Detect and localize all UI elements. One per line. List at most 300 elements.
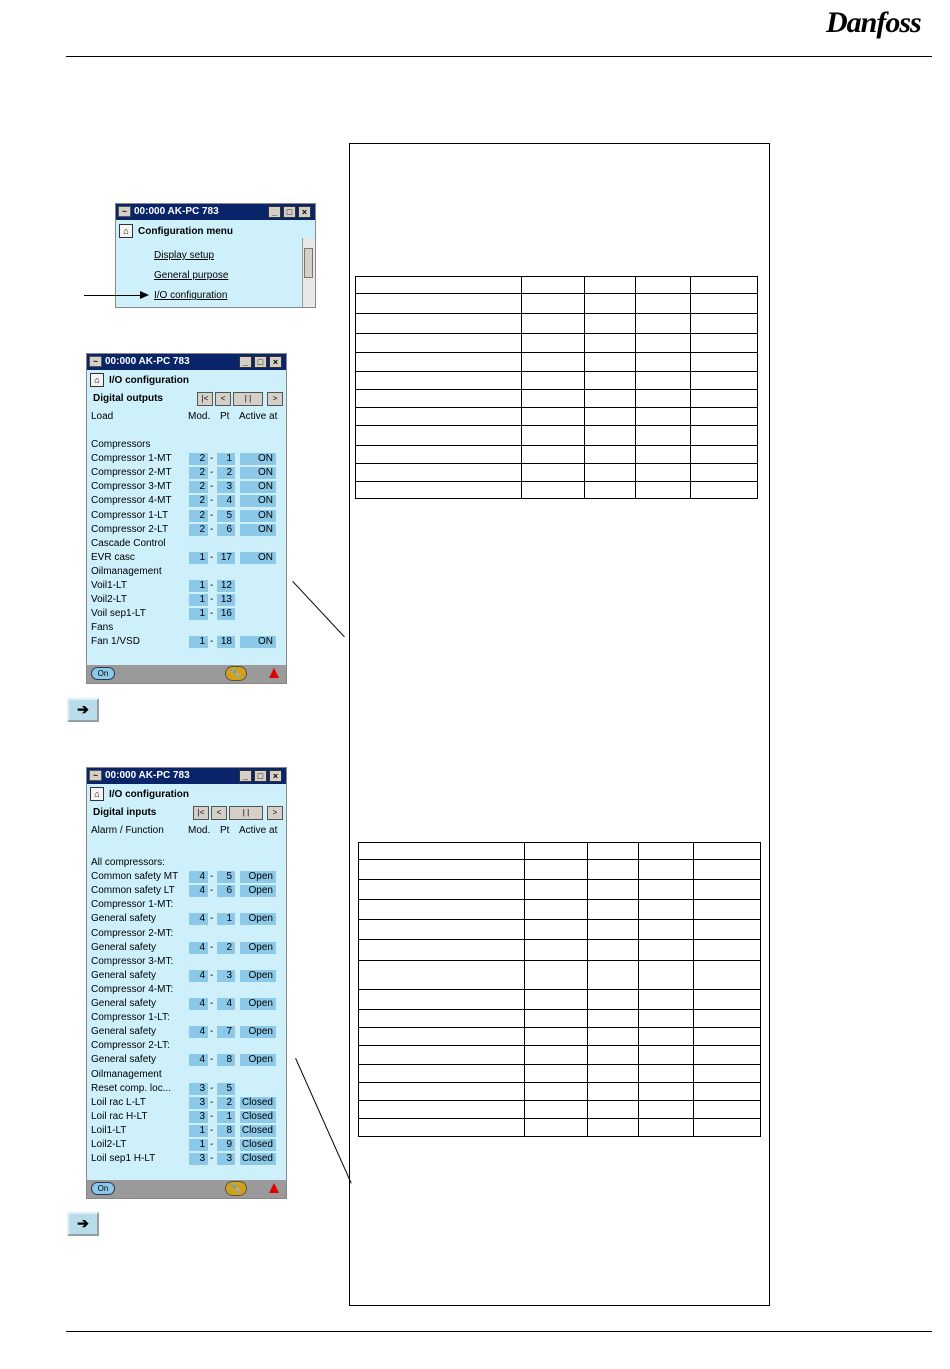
item-label: Loil1-LT	[91, 1124, 127, 1136]
module-field[interactable]: 4	[189, 871, 208, 883]
table-cell	[690, 390, 757, 408]
point-field[interactable]: 3	[217, 970, 235, 982]
table-cell	[359, 1101, 525, 1119]
item-label: EVR casc	[91, 551, 135, 563]
item-label: Compressor 2-MT:	[91, 927, 174, 939]
point-field[interactable]: 17	[217, 552, 235, 564]
list-item	[87, 1082, 286, 1096]
table-cell	[359, 880, 525, 900]
item-label: Voil sep1-LT	[91, 608, 146, 620]
table-cell	[359, 1028, 525, 1046]
item-label: Loil2-LT	[91, 1139, 127, 1150]
active-at-field[interactable]: Closed	[240, 1139, 276, 1151]
point-field[interactable]: 2	[217, 942, 235, 954]
item-label: General safety	[91, 1054, 157, 1066]
list-item	[87, 884, 286, 898]
table-cell	[693, 900, 760, 920]
table-row	[356, 353, 758, 372]
first-page-icon[interactable]: |<	[193, 806, 209, 820]
table-cell	[588, 1028, 639, 1046]
table-row	[359, 1010, 761, 1028]
point-field[interactable]: 7	[217, 1026, 235, 1038]
separator-dash: -	[210, 1054, 214, 1066]
point-field[interactable]: 3	[217, 1153, 235, 1165]
minimize-button[interactable]: _	[268, 206, 281, 218]
active-at-field[interactable]: ON	[240, 552, 276, 564]
list-item	[87, 983, 286, 997]
minimize-button[interactable]: _	[239, 770, 252, 782]
next-arrow-button[interactable]: ➔	[67, 1212, 99, 1236]
table-row	[359, 1028, 761, 1046]
first-page-icon[interactable]: |<	[197, 392, 213, 406]
active-at-field[interactable]: Open	[240, 1026, 276, 1038]
table-cell	[693, 1028, 760, 1046]
module-field[interactable]: 1	[189, 580, 208, 592]
table-cell	[585, 446, 636, 464]
table-cell	[521, 482, 584, 499]
close-button[interactable]: ×	[269, 356, 282, 368]
table-cell	[359, 961, 525, 990]
table-row	[356, 314, 758, 334]
close-button[interactable]: ×	[269, 770, 282, 782]
table-cell	[521, 294, 584, 314]
home-icon[interactable]: ⌂	[119, 224, 133, 238]
prev-page-icon[interactable]: <	[211, 806, 227, 820]
item-label: General safety	[91, 969, 157, 981]
list-item	[87, 537, 286, 551]
point-field[interactable]: 1	[217, 453, 235, 465]
separator-dash: -	[210, 969, 214, 981]
table-row	[356, 277, 758, 294]
table-row	[359, 920, 761, 940]
table-cell	[693, 843, 760, 860]
table-cell	[585, 390, 636, 408]
point-field[interactable]: 5	[217, 871, 235, 883]
point-field[interactable]: 8	[217, 1125, 235, 1137]
home-icon[interactable]: ⌂	[90, 787, 104, 801]
table-cell	[690, 408, 757, 426]
col-active-at: Active at	[239, 411, 278, 422]
module-field[interactable]: 4	[189, 1026, 208, 1038]
item-label: Oilmanagement	[91, 565, 162, 577]
table-cell	[588, 990, 639, 1010]
item-label: Compressor 3-MT	[91, 481, 172, 493]
table-cell	[356, 372, 522, 390]
table-cell	[639, 843, 693, 860]
table-cell	[693, 880, 760, 900]
active-at-field[interactable]: ON	[240, 636, 276, 648]
list-item	[87, 1152, 286, 1166]
active-at-field[interactable]: ON	[240, 524, 276, 536]
table-cell	[636, 408, 690, 426]
menu-title: Configuration menu	[138, 226, 233, 237]
module-field[interactable]: 2	[189, 510, 208, 522]
active-at-field[interactable]: ON	[240, 510, 276, 522]
prev-page-icon[interactable]: <	[215, 392, 231, 406]
module-field[interactable]: 2	[189, 453, 208, 465]
menu-item-io-configuration[interactable]: I/O configuration	[154, 290, 228, 301]
next-arrow-button[interactable]: ➔	[67, 698, 99, 722]
module-field[interactable]: 1	[189, 552, 208, 564]
module-field[interactable]: 1	[189, 594, 208, 606]
table-cell	[585, 426, 636, 446]
item-label: Common safety MT	[91, 871, 179, 883]
module-field[interactable]: 4	[189, 942, 208, 954]
point-field[interactable]: 18	[217, 636, 235, 648]
app-icon: ~	[89, 356, 102, 367]
item-label: Cascade Control	[91, 537, 166, 549]
table-cell	[585, 294, 636, 314]
table-cell	[693, 1010, 760, 1028]
table-cell	[693, 1065, 760, 1083]
wrench-icon[interactable]: 🔧	[225, 1181, 247, 1196]
active-at-field[interactable]: Open	[240, 970, 276, 982]
module-field[interactable]: 4	[189, 885, 208, 897]
active-at-field[interactable]: Closed	[240, 1111, 276, 1123]
module-field[interactable]: 4	[189, 913, 208, 925]
point-field[interactable]: 2	[217, 1097, 235, 1109]
point-field[interactable]: 6	[217, 885, 235, 897]
on-status-icon[interactable]: On	[91, 1182, 115, 1195]
table-cell	[639, 1028, 693, 1046]
list-item	[87, 1039, 286, 1053]
table-cell	[585, 334, 636, 353]
window-titlebar	[116, 204, 315, 220]
module-field[interactable]: 3	[189, 1083, 208, 1095]
active-at-field[interactable]: Open	[240, 998, 276, 1010]
connector-line	[295, 1058, 352, 1184]
table-cell	[693, 940, 760, 961]
table-cell	[690, 464, 757, 482]
item-label: Compressor 1-LT:	[91, 1012, 170, 1024]
separator-dash: -	[210, 1139, 214, 1150]
list-item	[87, 898, 286, 912]
table-cell	[521, 408, 584, 426]
table-cell	[690, 294, 757, 314]
list-item	[87, 1138, 286, 1152]
table-row	[359, 1046, 761, 1065]
screen-header	[87, 785, 286, 804]
table-cell	[588, 940, 639, 961]
item-label: Loil rac L-LT	[91, 1096, 146, 1108]
table-cell	[639, 900, 693, 920]
active-at-field[interactable]: Closed	[240, 1097, 276, 1109]
table-cell	[359, 860, 525, 880]
module-field[interactable]: 4	[189, 1054, 208, 1066]
point-field[interactable]: 13	[217, 594, 235, 606]
scroll-thumb[interactable]	[304, 248, 313, 278]
status-bar	[87, 665, 286, 683]
separator-dash: -	[210, 594, 214, 606]
point-field[interactable]: 1	[217, 1111, 235, 1123]
table-cell	[639, 1083, 693, 1101]
list-item	[87, 635, 286, 649]
table-cell	[693, 920, 760, 940]
app-icon: ~	[89, 770, 102, 781]
table-cell	[588, 900, 639, 920]
active-at-field[interactable]: ON	[240, 481, 276, 493]
connector-line	[292, 581, 345, 637]
item-label: Compressor 1-MT:	[91, 899, 174, 911]
table-row	[356, 390, 758, 408]
list-item	[87, 438, 286, 452]
table-cell	[690, 426, 757, 446]
screen-header	[87, 371, 286, 390]
table-cell	[690, 353, 757, 372]
window-title: 00:000 AK-PC 783	[105, 356, 190, 367]
on-status-icon[interactable]: On	[91, 667, 115, 680]
table-cell	[588, 1010, 639, 1028]
module-field[interactable]: 2	[189, 524, 208, 536]
module-field[interactable]: 1	[189, 636, 208, 648]
module-field[interactable]: 4	[189, 970, 208, 982]
point-field[interactable]: 4	[217, 495, 235, 507]
table-cell	[521, 464, 584, 482]
list-item	[87, 1025, 286, 1039]
table-row	[359, 900, 761, 920]
list-item	[87, 870, 286, 884]
module-field[interactable]: 2	[189, 495, 208, 507]
active-at-field[interactable]: Closed	[240, 1125, 276, 1137]
footer-rule	[66, 1331, 932, 1332]
table-cell	[588, 1083, 639, 1101]
active-at-field[interactable]: ON	[240, 467, 276, 479]
item-label: Compressors	[91, 439, 151, 450]
alarm-bell-icon[interactable]	[269, 668, 279, 678]
table-cell	[585, 314, 636, 334]
next-page-icon[interactable]: >	[267, 806, 283, 820]
maximize-button[interactable]: □	[254, 356, 267, 368]
point-field[interactable]: 5	[217, 1083, 235, 1095]
table-cell	[524, 1065, 587, 1083]
table-cell	[521, 372, 584, 390]
item-label: All compressors:	[91, 857, 165, 868]
table-cell	[521, 353, 584, 372]
module-field[interactable]: 3	[189, 1153, 208, 1165]
page-slider[interactable]: | |	[233, 392, 263, 406]
page-slider[interactable]: | |	[229, 806, 263, 820]
separator-dash: -	[210, 580, 214, 591]
table-row	[359, 940, 761, 961]
pointer-arrow-head	[140, 291, 149, 299]
point-field[interactable]: 12	[217, 580, 235, 592]
point-field[interactable]: 2	[217, 467, 235, 479]
separator-dash: -	[210, 871, 214, 883]
point-field[interactable]: 4	[217, 998, 235, 1010]
active-at-field[interactable]: Open	[240, 913, 276, 925]
item-label: Loil rac H-LT	[91, 1110, 148, 1122]
section-nav	[87, 804, 286, 824]
table-cell	[588, 860, 639, 880]
table-cell	[585, 408, 636, 426]
list-item	[87, 912, 286, 926]
separator-dash: -	[210, 509, 214, 521]
close-button[interactable]: ×	[298, 206, 311, 218]
maximize-button[interactable]: □	[283, 206, 296, 218]
table-row	[356, 464, 758, 482]
screen-title: I/O configuration	[109, 789, 189, 800]
table-row	[359, 990, 761, 1010]
danfoss-logo	[826, 4, 930, 46]
table-cell	[524, 940, 587, 961]
list-item	[87, 452, 286, 466]
col-pt: Pt	[220, 825, 230, 836]
point-field[interactable]: 1	[217, 913, 235, 925]
list-item	[87, 621, 286, 635]
header-rule	[66, 56, 932, 57]
module-field[interactable]: 1	[189, 1125, 208, 1137]
window-titlebar	[87, 354, 286, 370]
item-label: Fan 1/VSD	[91, 636, 140, 648]
table-cell	[639, 990, 693, 1010]
table-cell	[356, 277, 522, 294]
separator-dash: -	[210, 941, 214, 953]
minimize-button[interactable]: _	[239, 356, 252, 368]
table-cell	[524, 860, 587, 880]
table-cell	[636, 294, 690, 314]
point-field[interactable]: 8	[217, 1054, 235, 1066]
table-cell	[585, 277, 636, 294]
table-cell	[636, 464, 690, 482]
item-label: Fans	[91, 622, 114, 634]
table-cell	[639, 880, 693, 900]
module-field[interactable]: 4	[189, 998, 208, 1010]
item-label: Voil2-LT	[91, 594, 127, 606]
table-row	[359, 1083, 761, 1101]
inputs-table	[358, 842, 761, 1137]
table-cell	[693, 1083, 760, 1101]
alarm-bell-icon[interactable]	[269, 1183, 279, 1193]
point-field[interactable]: 3	[217, 481, 235, 493]
table-cell	[636, 426, 690, 446]
table-cell	[524, 1083, 587, 1101]
item-label: Voil1-LT	[91, 580, 127, 591]
table-cell	[356, 390, 522, 408]
active-at-field[interactable]: Open	[240, 885, 276, 897]
table-cell	[636, 482, 690, 499]
table-cell	[639, 1010, 693, 1028]
active-at-field[interactable]: Closed	[240, 1153, 276, 1165]
table-cell	[521, 446, 584, 464]
menu-item-general-purpose[interactable]: General purpose	[154, 270, 229, 281]
table-cell	[359, 1010, 525, 1028]
table-cell	[359, 1083, 525, 1101]
table-cell	[356, 446, 522, 464]
item-label: Reset comp. loc...	[91, 1082, 172, 1094]
table-cell	[524, 1119, 587, 1137]
table-cell	[524, 1101, 587, 1119]
table-row	[359, 843, 761, 860]
next-page-icon[interactable]: >	[267, 392, 283, 406]
list-item	[87, 997, 286, 1011]
list-item	[87, 1053, 286, 1067]
wrench-icon[interactable]: 🔧	[225, 666, 247, 681]
list-item	[87, 509, 286, 523]
item-label: General safety	[91, 998, 157, 1009]
table-cell	[588, 1101, 639, 1119]
list-item	[87, 1096, 286, 1110]
maximize-button[interactable]: □	[254, 770, 267, 782]
point-field[interactable]: 9	[217, 1139, 235, 1151]
point-field[interactable]: 16	[217, 608, 235, 620]
table-cell	[524, 961, 587, 990]
table-row	[356, 408, 758, 426]
home-icon[interactable]: ⌂	[90, 373, 104, 387]
menu-item-display-setup[interactable]: Display setup	[154, 250, 215, 261]
item-label: Compressor 2-LT:	[91, 1040, 170, 1052]
item-label: Compressor 3-MT:	[91, 955, 174, 967]
status-bar	[87, 1180, 286, 1198]
table-row	[356, 426, 758, 446]
table-cell	[690, 334, 757, 353]
table-cell	[693, 1046, 760, 1065]
pointer-arrow-line	[84, 295, 142, 296]
item-label: Compressor 4-MT:	[91, 983, 174, 995]
active-at-field[interactable]: Open	[240, 942, 276, 954]
table-cell	[690, 277, 757, 294]
active-at-field[interactable]: Open	[240, 1054, 276, 1066]
col-pt: Pt	[220, 411, 230, 422]
window-title: 00:000 AK-PC 783	[105, 770, 190, 781]
table-row	[359, 880, 761, 900]
list-item	[87, 494, 286, 508]
item-label: Loil sep1 H-LT	[91, 1153, 156, 1165]
module-field[interactable]: 3	[189, 1097, 208, 1109]
list-item	[87, 1110, 286, 1124]
module-field[interactable]: 2	[189, 481, 208, 493]
table-cell	[356, 353, 522, 372]
active-at-field[interactable]: ON	[240, 495, 276, 507]
module-field[interactable]: 3	[189, 1111, 208, 1123]
point-field[interactable]: 6	[217, 524, 235, 536]
list-item	[87, 941, 286, 955]
item-label: Common safety LT	[91, 885, 175, 897]
table-cell	[639, 1046, 693, 1065]
list-item	[87, 466, 286, 480]
digital-inputs-window	[86, 767, 287, 1199]
active-at-field[interactable]: ON	[240, 453, 276, 465]
table-cell	[524, 1046, 587, 1065]
module-field[interactable]: 1	[189, 1139, 208, 1151]
module-field[interactable]: 2	[189, 467, 208, 479]
list-item	[87, 607, 286, 621]
scrollbar[interactable]	[302, 238, 315, 307]
table-cell	[359, 1046, 525, 1065]
window-titlebar	[87, 768, 286, 784]
table-cell	[356, 294, 522, 314]
item-label: Compressor 1-MT	[91, 453, 172, 465]
table-row	[356, 482, 758, 499]
list-item	[87, 593, 286, 607]
table-cell	[693, 961, 760, 990]
list-item	[87, 1068, 286, 1082]
table-cell	[359, 843, 525, 860]
separator-dash: -	[210, 1026, 214, 1038]
module-field[interactable]: 1	[189, 608, 208, 620]
column-headers	[87, 410, 286, 424]
table-cell	[521, 277, 584, 294]
active-at-field[interactable]: Open	[240, 871, 276, 883]
table-cell	[639, 860, 693, 880]
table-row	[356, 446, 758, 464]
separator-dash: -	[210, 913, 214, 925]
table-cell	[524, 990, 587, 1010]
table-cell	[359, 1119, 525, 1137]
table-cell	[585, 464, 636, 482]
list-item	[87, 856, 286, 870]
table-cell	[524, 843, 587, 860]
point-field[interactable]: 5	[217, 510, 235, 522]
